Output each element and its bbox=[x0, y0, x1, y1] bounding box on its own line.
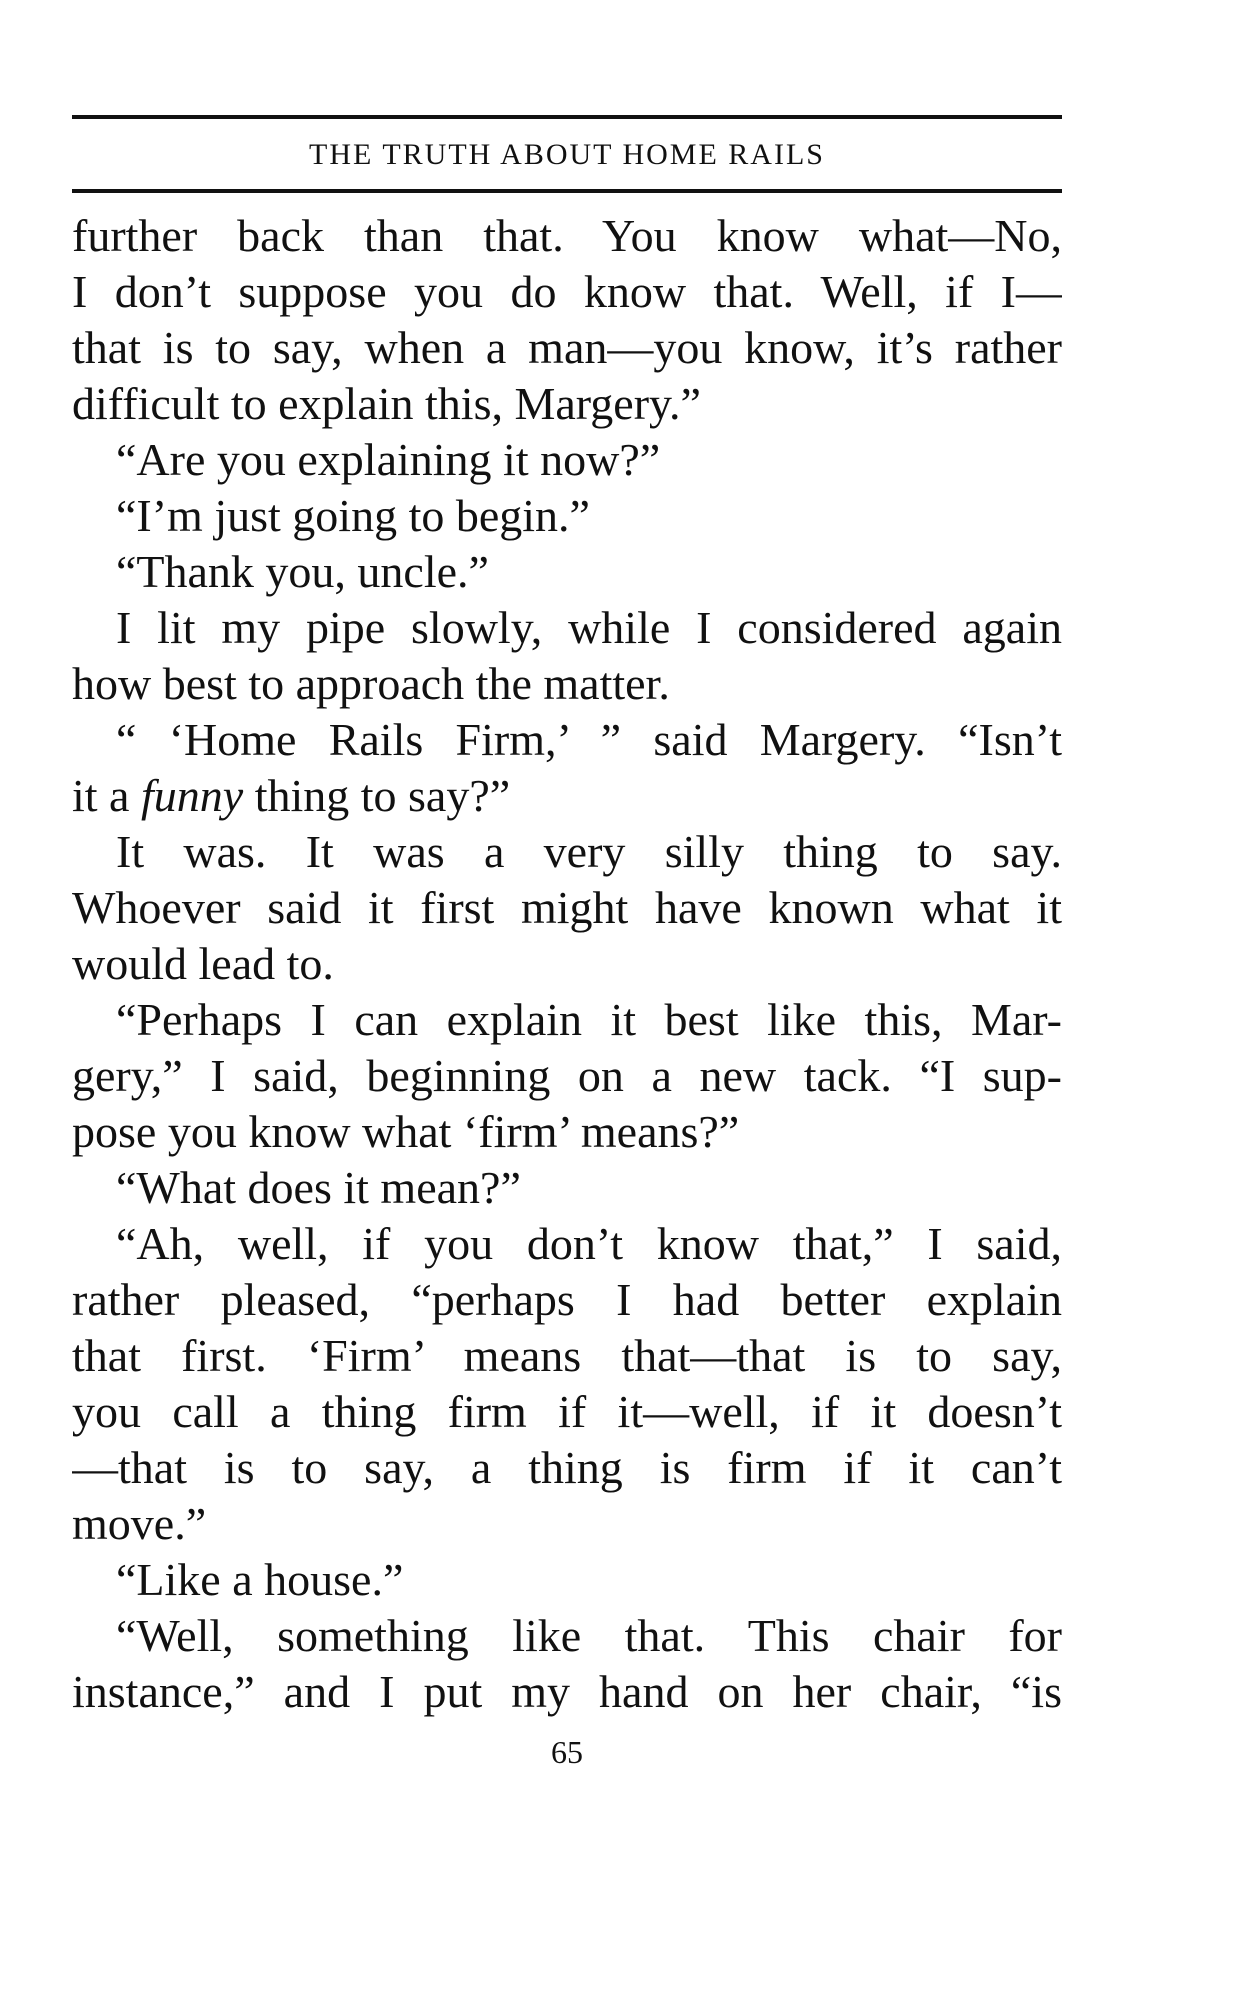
text-line: “Thank you, uncle.” bbox=[116, 546, 489, 597]
text-line: Whoever said it first might have known what it bbox=[72, 882, 1062, 933]
text-line bbox=[72, 768, 1062, 824]
text-line: that is to say, when a man—you know, it’s rather bbox=[72, 322, 1062, 373]
header-rule-top bbox=[72, 115, 1062, 119]
body-text bbox=[72, 208, 1062, 1720]
text-line: pose you know what ‘firm’ means?” bbox=[72, 1106, 740, 1157]
text-line: —that is to say, a thing is firm if it can’t bbox=[72, 1442, 1062, 1493]
text-line: gery,” I said, beginning on a new tack. “I sup- bbox=[72, 1050, 1062, 1101]
text-line: rather pleased, “perhaps I had better explain bbox=[72, 1274, 1062, 1325]
text-line: “Are you explaining it now?” bbox=[116, 434, 661, 485]
text-line: that first. ‘Firm’ means that—that is to say, bbox=[72, 1330, 1062, 1381]
text-line: further back than that. You know what—No, bbox=[72, 210, 1062, 261]
text-line: “ ‘Home Rails Firm,’ ” said Margery. “Isn’t bbox=[116, 714, 1062, 765]
text-line: you call a thing firm if it—well, if it doesn’t bbox=[72, 1386, 1062, 1437]
running-head: THE TRUTH ABOUT HOME RAILS bbox=[309, 138, 825, 171]
text-line: instance,” and I put my hand on her chair, “is bbox=[72, 1666, 1062, 1717]
text-line-pre: it a bbox=[72, 770, 141, 821]
page-number: 65 bbox=[551, 1734, 583, 1770]
text-line: I don’t suppose you do know that. Well, if I— bbox=[72, 266, 1062, 317]
text-line: “Ah, well, if you don’t know that,” I said, bbox=[116, 1218, 1062, 1269]
text-line: “Perhaps I can explain it best like this, Mar- bbox=[116, 994, 1062, 1045]
text-line: “Like a house.” bbox=[116, 1554, 404, 1605]
text-line: difficult to explain this, Margery.” bbox=[72, 378, 701, 429]
header-rule-bottom bbox=[72, 189, 1062, 193]
text-line: how best to approach the matter. bbox=[72, 658, 670, 709]
text-line: would lead to. bbox=[72, 938, 334, 989]
text-line: It was. It was a very silly thing to say. bbox=[116, 826, 1062, 877]
italic-word: funny bbox=[140, 770, 244, 821]
text-line-post: thing to say?” bbox=[243, 770, 511, 821]
text-line: “Well, something like that. This chair for bbox=[116, 1610, 1062, 1661]
text-line: I lit my pipe slowly, while I considered again bbox=[116, 602, 1062, 653]
text-line: move.” bbox=[72, 1498, 207, 1549]
book-page bbox=[72, 0, 1062, 2004]
text-line: “I’m just going to begin.” bbox=[116, 490, 590, 541]
text-line: “What does it mean?” bbox=[116, 1162, 521, 1213]
